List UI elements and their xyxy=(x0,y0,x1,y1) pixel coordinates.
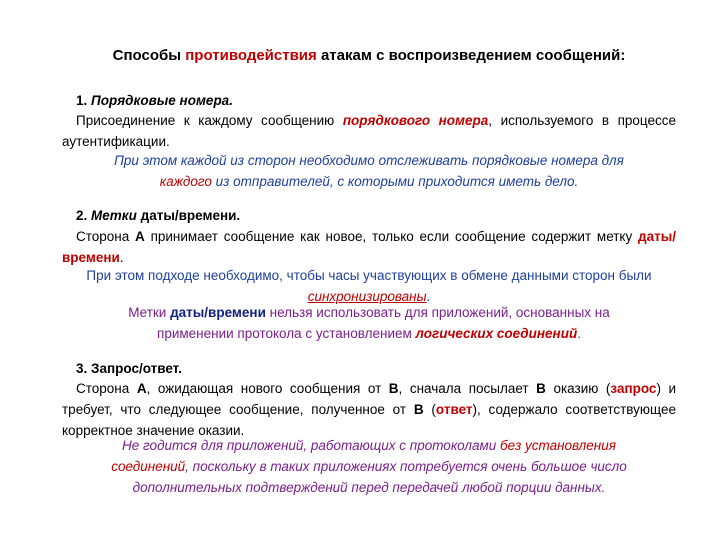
section-3-note: Не годится для приложений, работающих с протоколами без установления соединений, поскольку в таких приложениях потребуется очень большое число дополнительных подтверждений перед передачей любой порции данных. xyxy=(111,438,627,495)
highlight-logical-connections: логических соединений xyxy=(415,326,578,341)
highlight-response: ответ xyxy=(435,402,473,417)
highlight-sequence-number: порядкового номера xyxy=(342,113,489,128)
section-2-note-1: При этом подходе необходимо, чтобы часы участвующих в обмене данными сторон были синхронизированы. xyxy=(86,268,652,304)
section-3-heading: 3. Запрос/ответ. xyxy=(76,361,182,376)
highlight-synchronized: синхронизированы xyxy=(307,289,427,304)
section-2-note-2: Метки даты/времени нельзя использовать для приложений, основанных на применении протокола с установлением логических соединений. xyxy=(128,305,610,341)
highlight-connectionless: без установления соединений xyxy=(111,438,616,474)
title-prefix: Способы xyxy=(112,47,186,64)
section-2-heading: 2. Метки даты/времени. xyxy=(76,208,241,223)
section-1-body: Присоединение к каждому сообщению порядкового номера, используемого в процессе аутентификации. xyxy=(62,113,677,149)
title-highlight: противодействия xyxy=(185,47,317,64)
section-2-body: Сторона А принимает сообщение как новое, только если сообщение содержит метку даты/времени. xyxy=(62,229,676,265)
section-1-heading: 1. Порядковые номера. xyxy=(76,93,233,108)
highlight-request: запрос xyxy=(610,381,657,396)
title-suffix: атакам с воспроизведением сообщений: xyxy=(316,47,626,64)
page-title xyxy=(62,47,676,64)
highlight-timestamp: даты/времени xyxy=(62,229,676,265)
section-1-note: При этом каждой из сторон необходимо отслеживать порядковые номера для каждого из отправителей, с которыми приходится иметь дело. xyxy=(114,153,624,189)
section-3-body: Сторона А, ожидающая нового сообщения от В, сначала посылает В оказию (запрос) и требует, что следующее сообщение, полученное от В (ответ), содержало соответствующее корректное значение оказии. xyxy=(62,381,677,438)
